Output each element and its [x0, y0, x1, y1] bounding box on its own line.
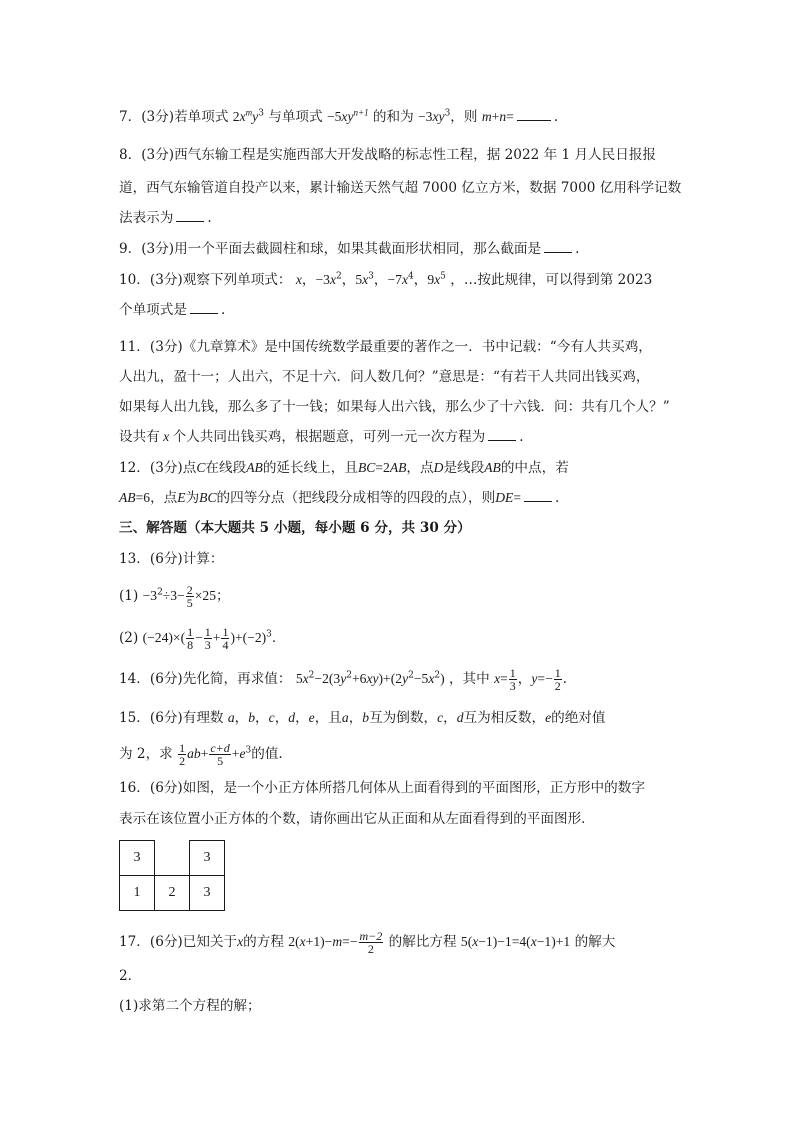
grid-cell: 3 [190, 841, 225, 876]
fraction: $\frac{c+d}{5}$ [210, 741, 230, 768]
fraction: $\frac{1}{3}$ [509, 666, 516, 693]
section-heading: 三、解答题（本大题共 5 小题，每小题 6 分，共 30 分） [119, 520, 471, 536]
question-12-line-2: AB=6，点E为BC的四等分点（把线段分成相等的四段的点），则DE= . [119, 490, 560, 506]
question-10-line-2: 个单项式是 . [119, 302, 226, 318]
question-8-line-2: 道，西气东输管道自投产以来，累计输送天然气超 7000 亿立方米，数据 7000 亿用科学记数 [119, 180, 682, 196]
question-17-part-1: (1)求第二个方程的解； [119, 998, 261, 1014]
question-14: 14．(6分)先化简，再求值： $5x^2-2(3y^2+6xy)+(2y^2-5x^2)$ ，其中 x= $\frac{1}{3}$ ，y=− $\frac{1}{2}$ ． [119, 666, 577, 693]
fraction: $\frac{1}{3}$ [204, 625, 211, 652]
question-11-line-2: 人出九，盈十一；人出六，不足十六．问人数几何？”意思是：“有若干人共同出钱买鸡， [119, 369, 650, 385]
grid-cell: 3 [190, 876, 225, 911]
question-8-line-3: 法表示为 . [119, 210, 212, 226]
question-17-line-2: 2． [119, 968, 142, 984]
question-16-line-2: 表示在该位置小正方体的个数，请你画出它从正面和从左面看得到的平面图形． [119, 811, 595, 827]
question-8-line-1: 8．(3分)西气东输工程是实施西部大开发战略的标志性工程，据 2022 年 1 月人民日报报 [119, 147, 657, 163]
fraction: $\frac{1}{2}$ [554, 666, 561, 693]
question-15-line-2: 为 2，求 $\frac{1}{2}$ ab+ $\frac{c+d}{5}$ $+e^3$的值. [119, 741, 283, 768]
grid-cell: 2 [155, 876, 190, 911]
grid-cell-empty [155, 841, 190, 876]
answer-blank[interactable] [544, 240, 572, 253]
question-17-line-1: 17．(6分)已知关于x的方程 2(x+1)−m=− $\frac{m-2}{2}$ 的解比方程 5(x−1)−1=4(x−1)+1 的解大 [119, 929, 616, 956]
fraction: $\frac{1}{4}$ [222, 625, 229, 652]
question-11-line-4: 设共有 x 个人共同出钱买鸡，根据题意，可列一元一次方程为 . [119, 429, 524, 445]
question-7: 7．(3分)若单项式 $2x^my^3$ 与单项式 $-5xy^{n+1}$ 的和为 $-3xy^3$，则 m+n= . [119, 107, 559, 125]
question-16-line-1: 16．(6分)如图，是一个小正方体所搭几何体从上面看得到的平面图形，正方形中的数字 [119, 780, 645, 796]
answer-blank[interactable] [524, 489, 552, 502]
question-11-line-1: 11．(3分)《九章算术》是中国传统数学最重要的著作之一．书中记载：“今有人共买鸡， [119, 339, 652, 355]
question-11-line-3: 如果每人出九钱，那么多了十一钱；如果每人出六钱，那么少了十六钱．问：共有几个人？” [119, 399, 670, 415]
question-15-line-1: 15．(6分)有理数 a，b，c，d，e，且a，b互为倒数，c，d互为相反数，e的绝对值 [119, 710, 606, 726]
question-9: 9．(3分)用一个平面去截圆柱和球，如果其截面形状相同，那么截面是 . [119, 241, 580, 257]
grid-cell: 1 [120, 876, 155, 911]
answer-blank[interactable] [176, 209, 204, 222]
question-13-part-2: (2) (−24)×( $\frac{1}{8}$ − $\frac{1}{3}$ + $\frac{1}{4}$ )$+(-2)^3$． [119, 625, 286, 652]
question-13-part-1: $(1) -3^2\div 3-$ $\frac{2}{5}$ ×25； [119, 583, 230, 610]
answer-blank[interactable] [488, 428, 516, 441]
grid-cell: 3 [120, 841, 155, 876]
question-12-line-1: 12．(3分)点C在线段AB的延长线上，且BC=2AB，点D是线段AB的中点，若 [119, 460, 569, 476]
fraction: $\frac{2}{5}$ [186, 583, 193, 610]
question-10-line-1: 10．(3分)观察下列单项式： x，$-3x^2$，$5x^3$，$-7x^4$，$9x^5$ ，…按此规律，可以得到第 2023 [119, 271, 653, 288]
question-13-title: 13．(6分)计算： [119, 551, 224, 567]
answer-blank[interactable] [517, 108, 551, 121]
fraction: $\frac{1}{8}$ [187, 625, 194, 652]
fraction: $\frac{1}{2}$ [179, 741, 186, 768]
answer-blank[interactable] [190, 301, 218, 314]
top-view-grid [119, 840, 225, 911]
fraction: $\frac{m-2}{2}$ [359, 929, 383, 956]
